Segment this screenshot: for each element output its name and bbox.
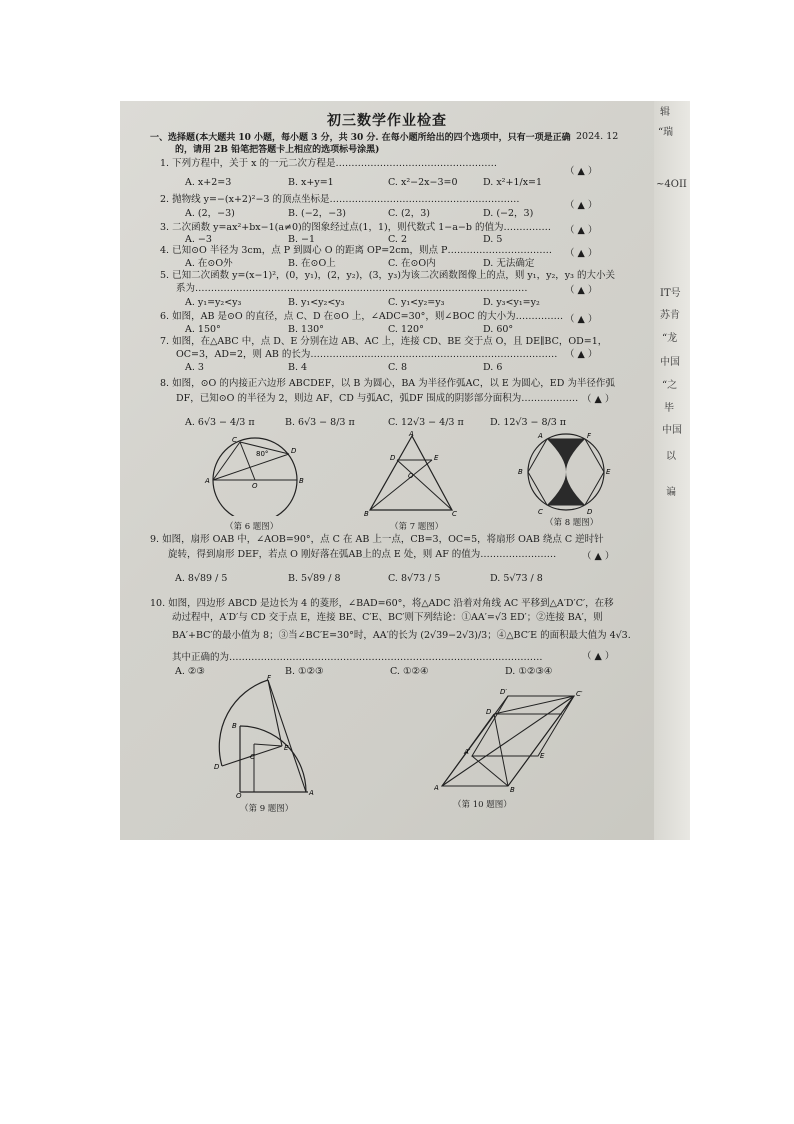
option: D. 5√73 / 8	[490, 573, 543, 584]
date: 2024. 12	[576, 131, 619, 142]
option: B. x+y=1	[288, 177, 334, 188]
point-f-label: F	[267, 674, 272, 682]
point-c-label: C	[452, 510, 457, 518]
option: D. 12√3 − 8/3 π	[490, 417, 567, 428]
edge-text: 谝	[666, 487, 676, 498]
point-b-label: B	[299, 477, 304, 485]
question-1: 1. 下列方程中，关于 x 的一元二次方程是……………………………………………	[160, 158, 497, 169]
point-a-label: A	[434, 784, 439, 792]
question-7: 7. 如图，在△ABC 中，点 D、E 分别在边 AB、AC 上，连接 CD、BE 交于点 O，且 DE∥BC，OD=1，	[160, 336, 608, 347]
option: C. x²−2x−3=0	[388, 177, 458, 188]
figure-8-caption: （第 8 题图）	[545, 518, 599, 528]
point-c-label: C	[232, 436, 237, 444]
answer-blank: （ ▲ ）	[565, 166, 598, 177]
question-4: 4. 已知⊙O 半径为 3cm，点 P 到圆心 O 的距离 OP=2cm，则点 P……………………………	[160, 245, 552, 256]
answer-blank: （ ▲ ）	[565, 248, 598, 259]
edge-text: 辑	[660, 107, 670, 118]
point-e-label: E	[606, 468, 611, 476]
edge-text: “龙	[662, 333, 678, 344]
figure-10	[434, 684, 594, 794]
option: D. 60°	[483, 324, 514, 335]
option: A. ②③	[175, 666, 205, 677]
point-d-label: D	[390, 454, 396, 462]
point-d-label: D	[486, 708, 492, 716]
section-heading-cont: 的，请用 2B 铅笔把答题卡上相应的选项标号涂黑)	[175, 145, 380, 155]
point-d-label: D	[214, 763, 220, 771]
angle-label: 80°	[256, 450, 269, 458]
question-6: 6. 如图，AB 是⊙O 的直径，点 C、D 在⊙O 上，∠ADC=30°，则∠BOC 的大小为……………	[160, 311, 564, 322]
option: C. 8√73 / 5	[388, 573, 441, 584]
point-c-label: C	[538, 508, 543, 516]
edge-text: ~4OII	[656, 179, 687, 190]
question-8: 8. 如图，⊙O 的内接正六边形 ABCDEF，以 B 为圆心，BA 为半径作弧AC，以 E 为圆心，ED 为半径作弧	[160, 378, 615, 389]
option: B. 130°	[288, 324, 324, 335]
option: D. ①②③④	[505, 666, 553, 677]
question-10-cont: 其中正确的为………………………………………………………………………………………	[172, 652, 543, 663]
point-e-label: E	[434, 454, 439, 462]
option: B. y₁<y₂<y₃	[288, 297, 345, 308]
option: A. 8√89 / 5	[175, 573, 228, 584]
option: B. (−2，−3)	[288, 208, 346, 219]
point-d-label: D	[587, 508, 593, 516]
edge-text: “之	[662, 380, 678, 391]
question-10: 10. 如图，四边形 ABCD 是边长为 4 的菱形，∠BAD=60°，将△ADC 沿着对角线 AC 平移到△A′D′C′，在移	[150, 598, 614, 609]
adjacent-page-edge	[654, 101, 690, 840]
option: C. 2	[388, 234, 408, 245]
option: D. (−2，3)	[483, 208, 534, 219]
point-a-label: A	[205, 477, 210, 485]
option: A. 150°	[185, 324, 221, 335]
point-o-label: O	[252, 482, 258, 490]
point-c-label: C	[250, 753, 255, 761]
option: C. y₁<y₂=y₃	[388, 297, 445, 308]
option: C. 120°	[388, 324, 424, 335]
option: C. 12√3 − 4/3 π	[388, 417, 464, 428]
figure-10-caption: （第 10 题图）	[453, 800, 512, 810]
answer-blank: （ ▲ ）	[582, 394, 615, 405]
answer-blank: （ ▲ ）	[565, 285, 598, 296]
point-o-label: O	[236, 792, 242, 800]
question-8-cont: DF，已知⊙O 的半径为 2，则边 AF，CD 与弧AC，弧DF 围成的阴影部分面积为………………	[176, 393, 579, 404]
option: D. x²+1/x=1	[483, 177, 543, 188]
point-b-label: B	[364, 510, 369, 518]
option: D. y₃<y₁=y₂	[483, 297, 540, 308]
option: B. 在⊙O上	[288, 258, 336, 269]
point-a-label: A	[309, 789, 314, 797]
edge-text: 中国	[662, 425, 682, 436]
point-b-label: B	[518, 468, 523, 476]
answer-blank: （ ▲ ）	[565, 200, 598, 211]
section-heading: 一、选择题(本大题共 10 小题，每小题 3 分，共 30 分. 在每小题所给出的四个选项中，只有一项是正确	[150, 133, 571, 143]
option: A. 在⊙O外	[185, 258, 233, 269]
question-10-cont: 动过程中，A′D′与 CD 交于点 E，连接 BE、C′E、BC′则下列结论：①AA′=√3 ED′；②连接 BA′，则	[172, 612, 603, 623]
figure-6-caption: （第 6 题图）	[225, 522, 279, 532]
point-e-label: E	[284, 744, 289, 752]
edge-text: 毕	[664, 403, 674, 414]
point-d-label: D	[291, 447, 297, 455]
point-a-label: A	[538, 432, 543, 440]
point-a-label: A	[409, 430, 414, 438]
answer-blank: （ ▲ ）	[582, 651, 615, 662]
question-10-cont: BA′+BC′的最小值为 8；③当∠BC′E=30°时，AA′的长为 (2√39−2√3)/3；④△BC′E 的面积最大值为 4√3.	[172, 630, 631, 641]
answer-blank: （ ▲ ）	[582, 551, 615, 562]
edge-text: IT号	[660, 288, 681, 299]
option: D. 无法确定	[483, 258, 535, 269]
option: A. y₁=y₂<y₃	[185, 297, 242, 308]
option: A. 6√3 − 4/3 π	[185, 417, 255, 428]
option: A. (2，−3)	[185, 208, 235, 219]
figure-7	[364, 430, 460, 518]
point-e-label: E	[540, 752, 545, 760]
point-a-prime-label: A′	[464, 748, 471, 756]
figure-9-caption: （第 9 题图）	[240, 804, 294, 814]
option: B. −1	[288, 234, 316, 245]
question-9: 9. 如图，扇形 OAB 中，∠AOB=90°，点 C 在 AB 上一点，CB=3，OC=5，将扇形 OAB 绕点 C 逆时针	[150, 534, 604, 545]
option: A. −3	[185, 234, 212, 245]
answer-blank: （ ▲ ）	[565, 349, 598, 360]
edge-text: 以	[666, 451, 676, 462]
point-f-label: F	[587, 432, 592, 440]
question-3: 3. 二次函数 y=ax²+bx−1(a≠0)的图象经过点(1，1)，则代数式 1−a−b 的值为……………	[160, 222, 551, 233]
point-c-prime-label: C′	[576, 690, 583, 698]
answer-blank: （ ▲ ）	[565, 225, 598, 236]
option: D. 6	[483, 362, 503, 373]
figure-6	[200, 434, 312, 516]
option: A. x+2=3	[185, 177, 232, 188]
point-o-label: O	[408, 472, 414, 480]
figure-8	[516, 428, 616, 516]
question-5-cont: 系为……………………………………………………………………………………………	[176, 283, 528, 294]
option: B. 4	[288, 362, 308, 373]
option: C. (2，3)	[388, 208, 430, 219]
point-d-prime-label: D′	[500, 688, 507, 696]
option: B. 5√89 / 8	[288, 573, 341, 584]
option: C. 在⊙O内	[388, 258, 436, 269]
option: C. 8	[388, 362, 408, 373]
option: D. 5	[483, 234, 503, 245]
edge-text: 中国	[660, 357, 680, 368]
option: A. 3	[185, 362, 204, 373]
page-title: 初三数学作业检查	[327, 113, 447, 129]
option: B. 6√3 − 8/3 π	[285, 417, 355, 428]
edge-text: 苏肯	[660, 310, 680, 321]
answer-blank: （ ▲ ）	[565, 314, 598, 325]
edge-text: “瑞	[658, 127, 674, 138]
question-2: 2. 抛物线 y=−(x+2)²−3 的顶点坐标是……………………………………………………	[160, 194, 520, 205]
question-5: 5. 已知二次函数 y=(x−1)²，(0，y₁)，(2，y₂)，(3，y₃)为该二次函数图像上的点，则 y₁，y₂，y₃ 的大小关	[160, 270, 615, 281]
point-b-label: B	[232, 722, 237, 730]
figure-9	[210, 674, 320, 800]
option: C. ①②④	[390, 666, 429, 677]
option: B. ①②③	[285, 666, 324, 677]
question-7-cont: OC=3，AD=2，则 AB 的长为……………………………………………………………………	[176, 349, 558, 360]
question-9-cont: 旋转，得到扇形 DEF，若点 O 刚好落在弧AB上的点 E 处，则 AF 的值为……………………	[168, 549, 557, 560]
point-b-label: B	[510, 786, 515, 794]
figure-7-caption: （第 7 题图）	[390, 522, 444, 532]
